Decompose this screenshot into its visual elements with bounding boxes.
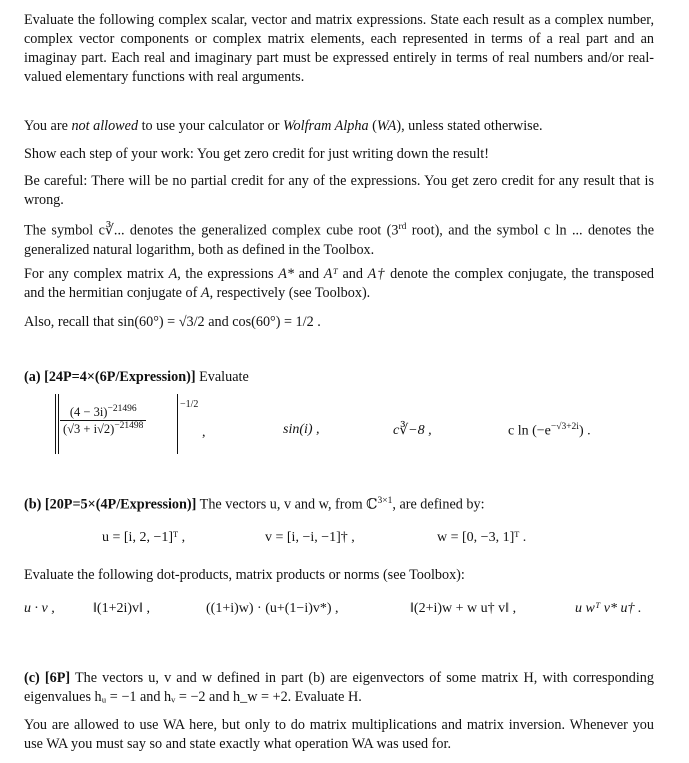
intro-paragraph-4: Be careful: There will be no partial credit for any of the expressions. You get zero credit for any result that is wrong. [24,173,654,208]
part-a-instruction: Evaluate [199,369,249,385]
expr-b1: u · v , [24,601,55,616]
expr-a3: c∛−8 , [393,423,432,438]
part-b-instruction: Evaluate the following dot-products, matrix products or norms (see Toolbox): [24,567,465,583]
intro-paragraph-5: The symbol c∛... denotes the generalized complex cube root (3rd root), and the symbol c ln ... denotes the generalized natural logarithm, both as defined in the Toolbox. [24,222,654,258]
part-c-paragraph: (c) [6P] The vectors u, v and w defined in part (b) are eigenvectors of some matrix H, with corresponding eigenvalues hᵤ = −1 and hᵥ = −2 and h_w = +2. Evaluate H. [24,670,654,705]
part-b-label: (b) [20P=5×(4P/Expression)] [24,496,197,513]
expr-a1-fraction: $\frac{(4 - 3i)^{-21496}}{(√3 + i√2)^{-21498}}$ [60,404,146,437]
expr-a2: sin(i) , [283,422,320,437]
expr-b4: ‖(2+i)w + w u† v‖ , [410,601,517,616]
part-c-label: (c) [6P] [24,670,71,686]
abs-bar-right [177,394,178,454]
intro-paragraph-3: Show each step of your work: You get zero credit for just writing down the result! [24,146,489,162]
intro-paragraph-2: You are not allowed to use your calculator or Wolfram Alpha (WA), unless stated otherwise. [24,118,543,134]
intro-paragraph-6: For any complex matrix A, the expressions A* and Aᵀ and A† denote the complex conjugate, the transposed and the hermitian conjugate of A, respectively (see Toolbox). [24,266,654,301]
expr-b3: ((1+i)w) · (u+(1−i)v*) , [206,601,339,616]
vector-w-definition: w = [0, −3, 1]ᵀ . [437,530,527,545]
part-a-label: (a) [24P=4×(6P/Expression)] [24,369,196,385]
expr-a4: c $\ln (-e^{-√3+2i})$ . [508,422,591,439]
vector-u-definition: u = [i, 2, −1]ᵀ , [102,530,186,545]
expr-b5: u wᵀ v* u† . [575,601,642,616]
expr-a1-outer-exponent: −1/2 [180,399,199,410]
abs-bar-left-outer [55,394,56,454]
part-b-heading: (b) [20P=5×(4P/Expression)] The vectors u, v and w, from ℂ$^{3\times 1}$, are defined by: [24,496,485,513]
expr-a1-separator: , [202,425,206,440]
expr-a1 [60,404,146,437]
intro-paragraph-1: Evaluate the following complex scalar, vector and matrix expressions. State each result as a complex number, complex vector components or complex matrix elements, each represented in terms of a real part and an imaginay part. Each real and imaginary part must be expressed entirely in terms of real numbers and/or real-valued elementary functions with real arguments. [24,12,654,85]
part-a-heading [24,368,654,387]
vector-v-definition: v = [i, −i, −1]† , [265,530,355,545]
expr-b2: ‖(1+2i)v‖ , [93,601,150,616]
intro-paragraph-7: Also, recall that sin(60°) = √3/2 and cos(60°) = 1/2 . [24,314,321,330]
part-c-note: You are allowed to use WA here, but only to do matrix multiplications and matrix inversion. Whenever you use WA you must say so and state exactly what operation WA was used for. [24,717,654,752]
abs-bar-left-inner [58,394,59,454]
